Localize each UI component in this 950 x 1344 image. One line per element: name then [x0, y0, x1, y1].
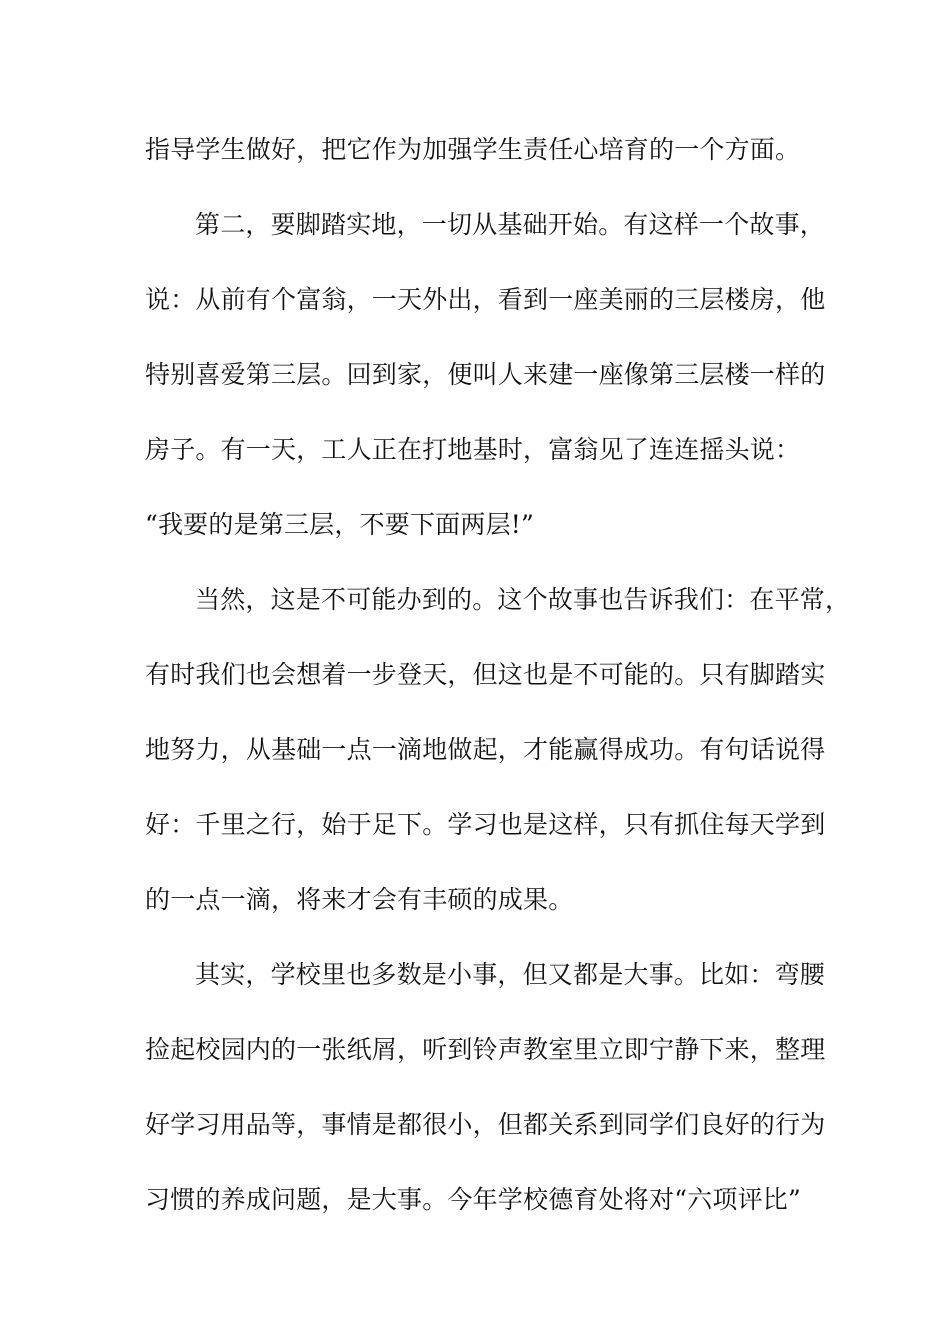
text-line: 习惯的养成问题，是大事。今年学校德育处将对“六项评比”: [145, 1185, 801, 1214]
text-line: 特别喜爱第三层。回到家，便叫人来建一座像第三层楼一样的: [145, 360, 826, 389]
text-line: 好学习用品等，事情是都很小，但都关系到同学们良好的行为: [145, 1110, 826, 1139]
text-line: 指导学生做好，把它作为加强学生责任心培育的一个方面。: [145, 135, 801, 164]
paragraph-first-line: 当然，这是不可能办到的。这个故事也告诉我们：在平常，: [195, 585, 851, 614]
text-line: 地努力，从基础一点一滴地做起，才能赢得成功。有句话说得: [145, 735, 826, 764]
text-line: 说：从前有个富翁，一天外出，看到一座美丽的三层楼房，他: [145, 285, 826, 314]
text-line: 房子。有一天，工人正在打地基时，富翁见了连连摇头说：: [145, 435, 801, 464]
text-line: 有时我们也会想着一步登天，但这也是不可能的。只有脚踏实: [145, 660, 826, 689]
paragraph-first-line: 其实，学校里也多数是小事，但又都是大事。比如：弯腰: [195, 960, 826, 989]
paragraph-first-line: 第二，要脚踏实地，一切从基础开始。有这样一个故事，: [195, 210, 826, 239]
text-line: 的一点一滴，将来才会有丰硕的成果。: [145, 885, 574, 914]
text-line: “我要的是第三层，不要下面两层!”: [145, 510, 535, 539]
text-line: 好：千里之行，始于足下。学习也是这样，只有抓住每天学到: [145, 810, 826, 839]
text-line: 捡起校园内的一张纸屑，听到铃声教室里立即宁静下来，整理: [145, 1035, 826, 1064]
